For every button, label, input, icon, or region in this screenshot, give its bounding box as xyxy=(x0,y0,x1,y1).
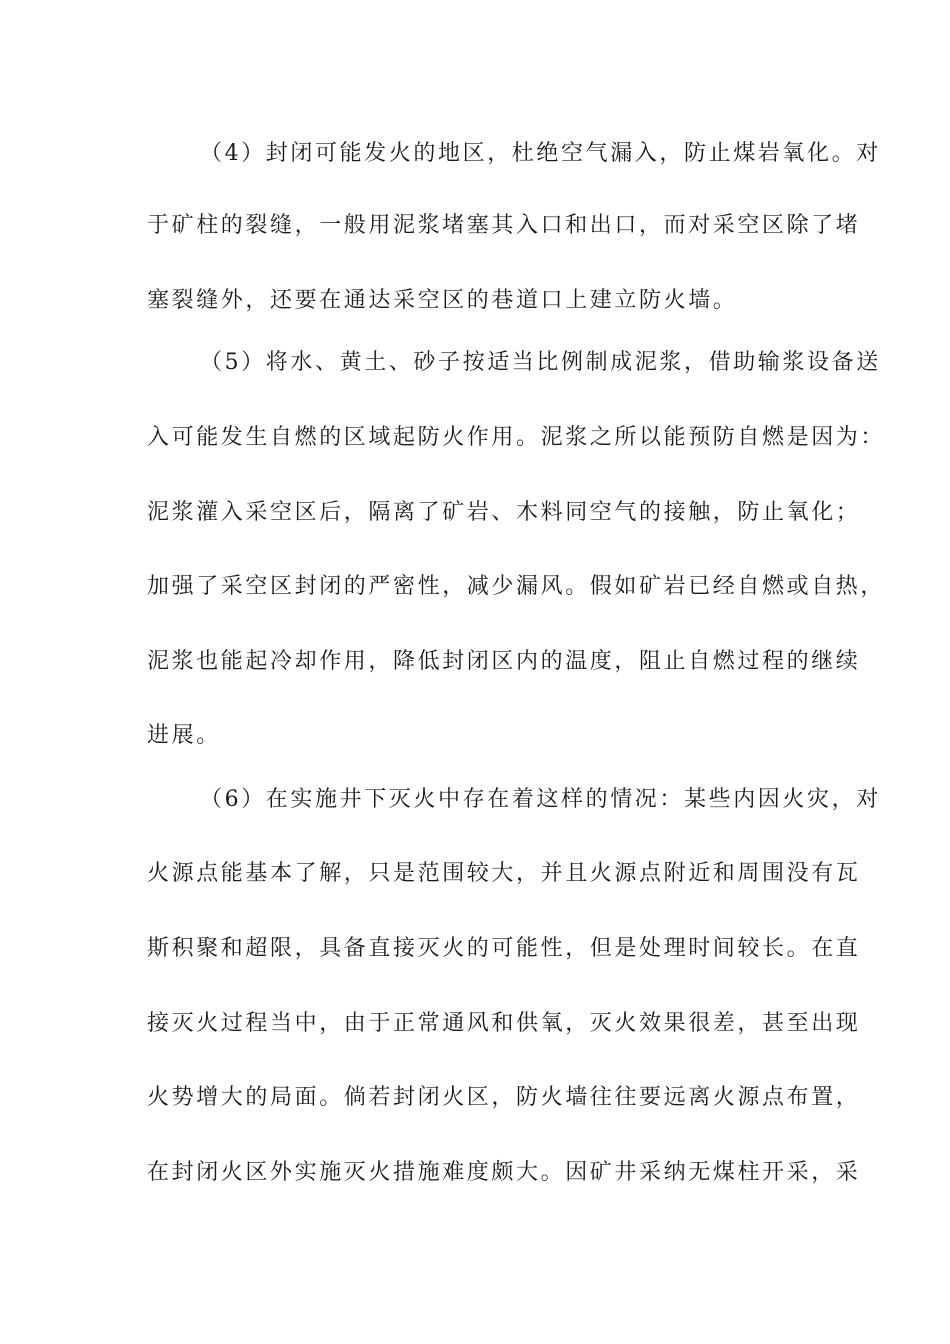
paragraph-6-line-3: 斯积聚和超限，具备直接灭火的可能性，但是处理时间较长。在直 xyxy=(147,936,861,961)
paragraph-5-line-2: 入可能发生自燃的区域起防火作用。泥浆之所以能预防自燃是因为： xyxy=(147,425,886,450)
paragraph-6-line-5: 火势增大的局面。倘若封闭火区，防火墙往往要远离火源点布置， xyxy=(147,1085,861,1110)
paragraph-5-line-6: 进展。 xyxy=(147,723,221,748)
paragraph-5-line-3: 泥浆灌入采空区后，隔离了矿岩、木料同空气的接触，防止氧化； xyxy=(147,500,861,525)
paragraph-4-line-2: 于矿柱的裂缝，一般用泥浆堵塞其入口和出口，而对采空区除了堵 xyxy=(147,213,861,238)
paragraph-6-line-1: （6）在实施井下灭火中存在着这样的情况：某些内因火灾，对 xyxy=(200,787,881,812)
paragraph-6-line-6: 在封闭火区外实施灭火措施难度颇大。因矿井采纳无煤柱开采，采 xyxy=(147,1160,861,1185)
paragraph-5-line-1: （5）将水、黄土、砂子按适当比例制成泥浆，借助输浆设备送 xyxy=(200,350,881,375)
paragraph-5-line-5: 泥浆也能起冷却作用，降低封闭区内的温度，阻止自燃过程的继续 xyxy=(147,649,861,674)
paragraph-5-line-4: 加强了采空区封闭的严密性，减少漏风。假如矿岩已经自燃或自热， xyxy=(147,574,886,599)
paragraph-4-line-1: （4）封闭可能发火的地区，杜绝空气漏入，防止煤岩氧化。对 xyxy=(200,141,881,166)
paragraph-6-line-2: 火源点能基本了解，只是范围较大，并且火源点附近和周围没有瓦 xyxy=(147,861,861,886)
paragraph-6-line-4: 接灭火过程当中，由于正常通风和供氧，灭火效果很差，甚至出现 xyxy=(147,1011,861,1036)
paragraph-4-line-3: 塞裂缝外，还要在通达采空区的巷道口上建立防火墙。 xyxy=(147,288,738,313)
